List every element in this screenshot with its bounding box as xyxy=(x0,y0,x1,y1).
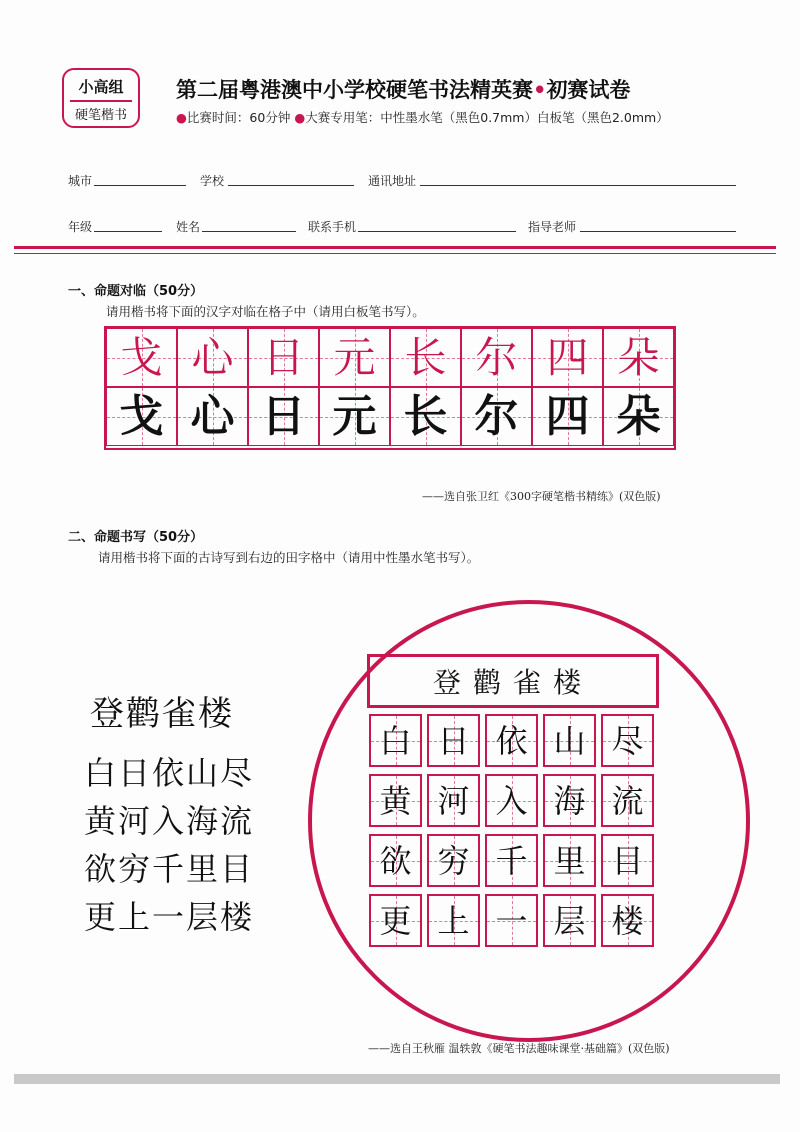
title-main: 第二届粤港澳中小学校硬笔书法精英赛 xyxy=(176,78,533,102)
poem-grid-row xyxy=(369,894,659,947)
poem-char: 穷 xyxy=(437,841,470,880)
written-char: 戈 xyxy=(119,390,164,442)
poem-char: 一 xyxy=(495,901,528,940)
tian-cell[interactable] xyxy=(427,774,480,827)
poem-char: 河 xyxy=(437,781,470,820)
tian-cell[interactable] xyxy=(369,834,422,887)
section2-source: ——选自王秋雁 温轶敦《硬笔书法趣味课堂·基础篇》(双色版) xyxy=(368,1042,670,1055)
address-field[interactable] xyxy=(420,185,736,186)
model-char: 戈 xyxy=(120,332,163,382)
grade-field[interactable] xyxy=(94,231,162,232)
poem-char: 楼 xyxy=(611,901,644,940)
section1-source: ——选自张卫红《300字硬笔楷书精练》(双色版) xyxy=(422,490,661,503)
time-label: 比赛时间：60分钟 xyxy=(186,110,291,125)
copy-cell xyxy=(177,328,248,387)
copy-row-black xyxy=(106,387,674,446)
poem-grid-row xyxy=(369,714,659,767)
poem-char: 依 xyxy=(495,721,528,760)
school-field[interactable] xyxy=(228,185,354,186)
name-field[interactable] xyxy=(202,231,296,232)
copy-cell xyxy=(248,387,319,446)
bottom-bar xyxy=(14,1074,780,1084)
tian-cell[interactable] xyxy=(427,894,480,947)
poem-char: 更 xyxy=(379,901,412,940)
phone-label: 联系手机 xyxy=(308,220,357,234)
poem-char: 白 xyxy=(379,721,412,760)
copy-cell xyxy=(177,387,248,446)
copy-cell xyxy=(532,328,603,387)
tian-cell[interactable] xyxy=(369,894,422,947)
poem-grid-title-text: 登鹳雀楼 xyxy=(432,666,593,699)
tian-cell[interactable] xyxy=(427,834,480,887)
tian-cell[interactable] xyxy=(485,714,538,767)
model-char: 四 xyxy=(546,332,589,382)
poem-char: 日 xyxy=(437,721,470,760)
title-dot: • xyxy=(533,78,547,102)
title-suffix: 初赛试卷 xyxy=(546,78,631,102)
poem-char: 层 xyxy=(553,901,586,940)
written-char: 心 xyxy=(190,390,235,442)
header-rule-thin xyxy=(14,253,776,254)
tian-cell[interactable] xyxy=(543,774,596,827)
copy-cell xyxy=(390,387,461,446)
poem-grid-row xyxy=(369,834,659,887)
copy-cell xyxy=(248,328,319,387)
poem-char: 目 xyxy=(611,841,644,880)
poem-char: 尽 xyxy=(611,721,644,760)
badge-category: 硬笔楷书 xyxy=(74,108,127,123)
tian-cell[interactable] xyxy=(543,714,596,767)
model-char: 长 xyxy=(404,332,447,382)
poem-title: 登鹳雀楼 xyxy=(90,694,234,734)
copy-cell xyxy=(319,387,390,446)
copy-cell xyxy=(461,387,532,446)
bullet-icon: ● xyxy=(294,110,306,125)
tian-cell[interactable] xyxy=(543,894,596,947)
address-label: 通讯地址 xyxy=(368,174,417,188)
section2-desc: 请用楷书将下面的古诗写到右边的田字格中（请用中性墨水笔书写）。 xyxy=(98,550,480,565)
copy-cell xyxy=(106,387,177,446)
poem-line: 更上一层楼 xyxy=(84,898,255,936)
tian-cell[interactable] xyxy=(543,834,596,887)
grade-label: 年级 xyxy=(68,220,93,234)
written-char: 朵 xyxy=(616,390,661,442)
badge-divider xyxy=(70,100,132,102)
copy-cell xyxy=(106,328,177,387)
copy-cell xyxy=(390,328,461,387)
teacher-field[interactable] xyxy=(580,231,736,232)
poem-line: 白日依山尽 xyxy=(84,754,255,792)
section1-desc: 请用楷书将下面的汉字对临在格子中（请用白板笔书写）。 xyxy=(106,304,425,319)
poem-char: 入 xyxy=(495,781,528,820)
header-rule-thick xyxy=(14,246,776,249)
written-char: 日 xyxy=(261,390,306,442)
city-label: 城市 xyxy=(68,174,93,188)
tian-cell[interactable] xyxy=(369,714,422,767)
tian-cell[interactable] xyxy=(601,894,654,947)
poem-char: 黄 xyxy=(379,781,412,820)
pen-label: 大赛专用笔：中性墨水笔（黑色0.7mm）白板笔（黑色2.0mm） xyxy=(305,110,669,125)
teacher-label: 指导老师 xyxy=(528,220,577,234)
city-field[interactable] xyxy=(94,185,186,186)
written-char: 四 xyxy=(545,390,590,442)
tian-cell[interactable] xyxy=(369,774,422,827)
poem-char: 流 xyxy=(611,781,644,820)
tian-cell[interactable] xyxy=(601,774,654,827)
copy-cell xyxy=(603,328,674,387)
section1-title: 一、命题对临（50分） xyxy=(68,284,204,299)
written-char: 元 xyxy=(332,390,377,442)
poem-line: 欲穷千里目 xyxy=(84,850,255,888)
model-char: 心 xyxy=(191,332,234,382)
section2-title: 二、命题书写（50分） xyxy=(68,530,204,545)
model-char: 尔 xyxy=(475,332,518,382)
phone-field[interactable] xyxy=(358,231,516,232)
model-char: 朵 xyxy=(617,332,660,382)
copy-cell xyxy=(603,387,674,446)
poem-char: 里 xyxy=(553,841,586,880)
poem-char: 山 xyxy=(553,721,586,760)
group-badge xyxy=(62,68,140,128)
school-label: 学校 xyxy=(200,174,225,188)
poem-char: 海 xyxy=(553,781,586,820)
copy-grid xyxy=(104,326,676,450)
poem-grid-row xyxy=(369,774,659,827)
bullet-icon: ● xyxy=(176,110,187,125)
tian-cell[interactable] xyxy=(485,774,538,827)
copy-cell xyxy=(319,328,390,387)
tian-cell[interactable] xyxy=(485,894,538,947)
model-char: 日 xyxy=(262,332,305,382)
badge-group: 小高组 xyxy=(78,78,124,96)
written-char: 尔 xyxy=(474,390,519,442)
page-title xyxy=(176,74,630,104)
poem-grid-title xyxy=(367,654,659,708)
tian-cell[interactable] xyxy=(485,834,538,887)
poem-line: 黄河入海流 xyxy=(84,802,255,840)
poem-char: 欲 xyxy=(379,841,412,880)
written-char: 长 xyxy=(403,390,448,442)
copy-cell xyxy=(461,328,532,387)
model-char: 元 xyxy=(333,332,376,382)
name-label: 姓名 xyxy=(176,220,201,234)
poem-char: 上 xyxy=(437,901,470,940)
tian-cell[interactable] xyxy=(427,714,480,767)
tian-cell[interactable] xyxy=(601,714,654,767)
copy-cell xyxy=(532,387,603,446)
tian-cell[interactable] xyxy=(601,834,654,887)
poem-char: 千 xyxy=(495,841,528,880)
copy-row-red xyxy=(106,328,674,387)
exam-rules xyxy=(176,108,669,126)
